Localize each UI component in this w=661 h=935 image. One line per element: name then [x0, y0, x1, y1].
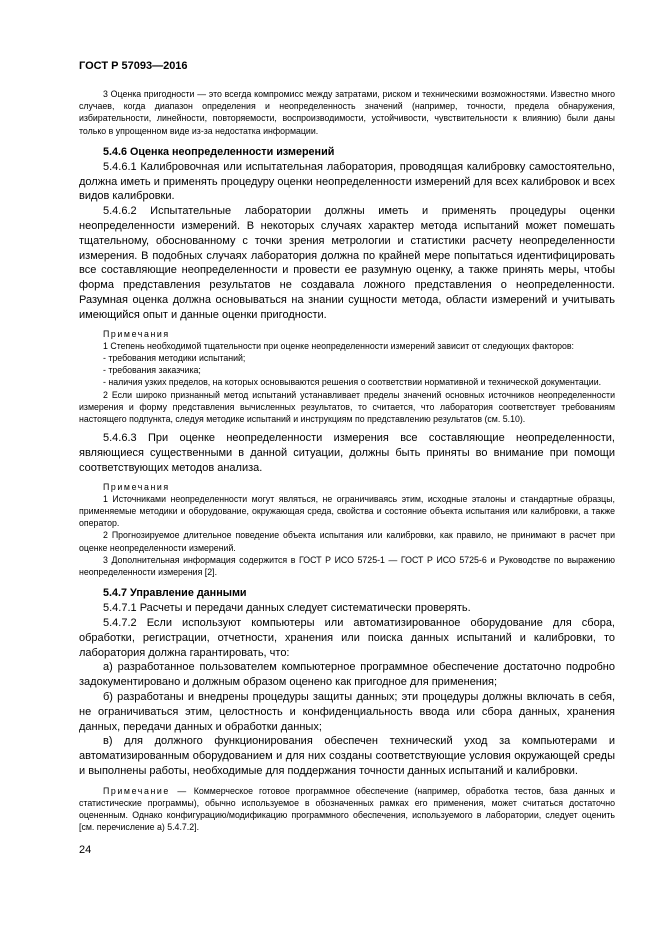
page-content — [79, 88, 615, 834]
section-5-4-7-heading: 5.4.7 Управление данными — [103, 587, 247, 600]
note-2: 2 Если широко признанный метод испытаний устанавливает пределы значений основных источников неопределенности измерения и форму представления вычисленных результатов, то считается, что лаборатория соответствует требованиям настоящего подпункта, следуя методике испытаний и инструкциям по представлению результатов (см. 5.10). — [79, 389, 615, 424]
clause-5-4-7-1: 5.4.7.1 Расчеты и передачи данных следует систематически проверять. — [103, 602, 471, 615]
notes-label: Примечания — [103, 481, 170, 492]
note-2: 2 Прогнозируемое длительное поведение объекта испытания или калибровки, как правило, не принимают в расчет при оценке неопределенности измерений. — [79, 530, 615, 553]
note-software — [79, 785, 615, 834]
page-number: 24 — [79, 844, 92, 856]
list-item-c: в) для должного функционирования обеспечен технический уход за компьютерами и автоматизированным оборудованием и для них созданы соответствующие условия окружающей среды и выполнены работы, необходимые для поддержания точности данных испытаний и калибровки. — [79, 735, 615, 777]
note-1-bullet: - наличия узких пределов, на которых основываются решения о соответствии нормативной и технической документации. — [103, 377, 602, 388]
list-item-a: а) разработанное пользователем компьютерное программное обеспечение достаточно подробно задокументировано и должным образом оценено как пригодное для применения; — [79, 661, 615, 689]
note-1: 1 Степень необходимой тщательности при оценке неопределенности измерений зависит от следующих факторов: — [103, 340, 574, 351]
clause-5-4-6-2: 5.4.6.2 Испытательные лаборатории должны иметь и применять процедуры оценки неопределенности измерений. В некоторых случаях характер метода испытаний может помешать тщательному, обоснованному с точки зрения метрологии и статистики расчету неопределенности измерения. В подобных случаях лаборатория должна по крайней мере попытаться идентифицировать все составляющие неопределенности и провести ее разумную оценку, а также принять меры, чтобы форма представления результатов не создавала ложного представления о неопределенности. Разумная оценка должна основываться на знании сущности метода, области измерений и учитывать имеющийся опыт и данные оценки пригодности. — [79, 205, 615, 321]
note-3: 3 Дополнительная информация содержится в ГОСТ Р ИСО 5725-1 — ГОСТ Р ИСО 5725-6 и Руководстве по выражению неопределенности измерения [2]. — [79, 554, 615, 578]
note-1-bullet: - требования методики испытаний; — [103, 352, 246, 363]
section-5-4-6-heading: 5.4.6 Оценка неопределенности измерений — [103, 145, 335, 158]
list-item-b: б) разработаны и внедрены процедуры защиты данных; эти процедуры должны включать в себя, не ограничиваться этим, целостность и конфиденциальность ввода или сбора данных, хранения данных, передачи данных и обработки данных; — [79, 691, 615, 733]
clause-5-4-6-3: 5.4.6.3 При оценке неопределенности измерения все составляющие неопределенности, являющиеся существенными в данной ситуации, должны быть приняты во внимание при помощи соответствующих методов анализа. — [79, 432, 615, 474]
document-header: ГОСТ Р 57093—2016 — [79, 60, 188, 72]
clause-5-4-7-2: 5.4.7.2 Если используют компьютеры или автоматизированное оборудование для сбора, обработки, регистрации, отчетности, хранения или поиска данных испытаний и калибровки, то лаборатория должна гарантировать, что: — [79, 617, 615, 659]
note-1-bullet: - требования заказчика; — [103, 365, 201, 376]
notes-label: Примечания — [103, 328, 170, 339]
clause-5-4-6-1: 5.4.6.1 Калибровочная или испытательная лаборатория, проводящая калибровку самостоятельно, должна иметь и применять процедуру оценки неопределенности измерений для всех калибровок и всех видов калибровки. — [79, 160, 615, 203]
note-text: Коммерческое готовое программное обеспечение (например, обработка тестов, база данных и статистические программы), обычно используемое в обозначенных рамках его применения, может считаться достаточно оцененным. Однако конфигурацию/модификацию программного обеспечения, используемого в лаборатории, следует оценить [см. перечисление а) 5.4.7.2]. — [79, 785, 616, 833]
note-3-fitness: 3 Оценка пригодности — это всегда компромисс между затратами, риском и техническими возможностями. Известно много случаев, когда диапазон определения и неопределенность значений (например, точности, предела обнаружения, избирательности, линейности, повторяемости, воспроизводимости, устойчивости, чувствительности к влиянию) были даны только в упрощенном виде из-за недостатка информации. — [79, 89, 615, 136]
note-1: 1 Источниками неопределенности могут являться, не ограничиваясь этим, исходные эталоны и стандартные образцы, применяемые методики и оборудование, окружающая среда, свойства и состояние объекта испытания или калибровки, а также оператор. — [79, 493, 615, 529]
note-label: Примечание — — [103, 785, 188, 796]
